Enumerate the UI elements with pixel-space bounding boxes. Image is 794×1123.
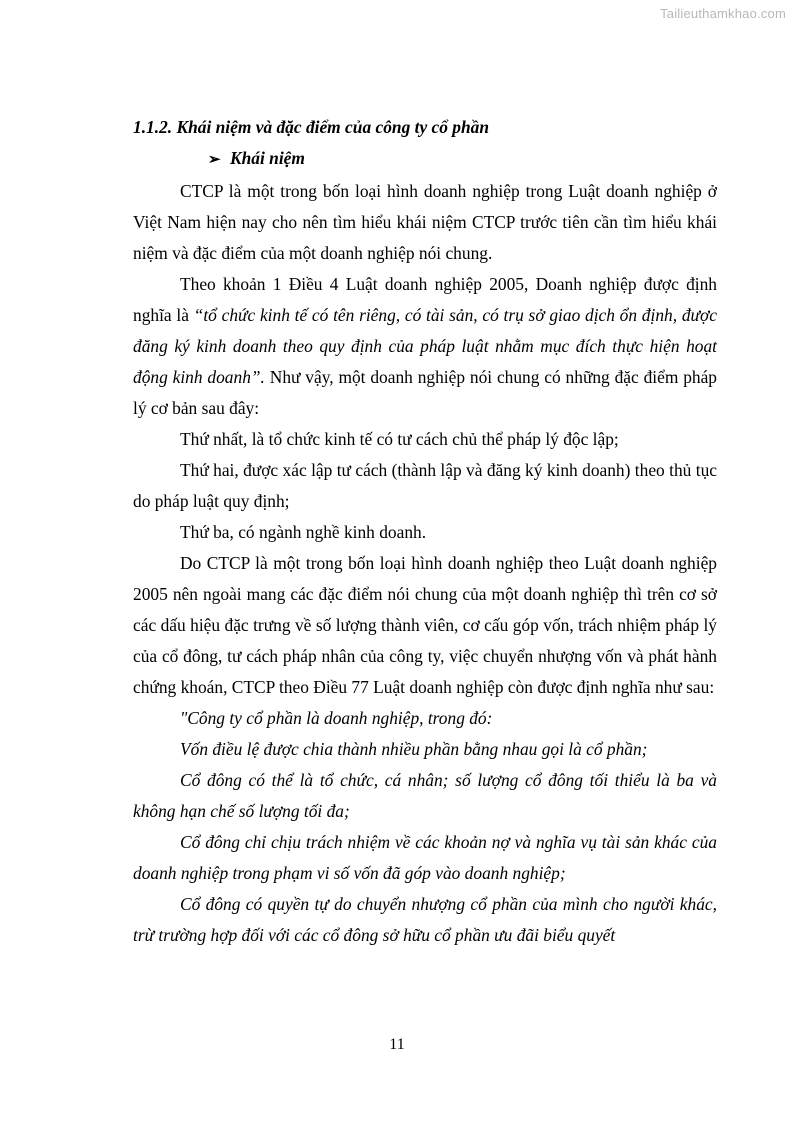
paragraph-2-quote: “tổ chức kinh tế có tên riêng, có tài sản, có trụ sở giao dịch ổn định, được đăng ký kinh doanh theo quy định của pháp luật nhằm mục đích thực hiện hoạt động kinh doanh”. xyxy=(133,305,717,387)
paragraph-5: Thứ ba, có ngành nghề kinh doanh. xyxy=(180,522,427,542)
paragraph-2-lead: Theo khoản 1 Điều 4 Luật doanh nghiệp 2005, Doanh nghiệp được định nghĩa là xyxy=(133,274,717,325)
paragraph-2 xyxy=(133,269,717,424)
paragraph-3: Thứ nhất, là tổ chức kinh tế có tư cách chủ thể pháp lý độc lập; xyxy=(180,429,619,449)
section-title: 1.1.2. Khái niệm và đặc điểm của công ty cổ phần xyxy=(133,117,490,137)
paragraph-4: Thứ hai, được xác lập tư cách (thành lập và đăng ký kinh doanh) theo thủ tục do pháp luật quy định; xyxy=(133,460,717,511)
definition-item-4: Cổ đông có quyền tự do chuyển nhượng cổ phần của mình cho người khác, trừ trường hợp đối với các cổ đông sở hữu cổ phần ưu đãi biểu quyết xyxy=(133,894,717,945)
definition-item-3: Cổ đông chỉ chịu trách nhiệm về các khoản nợ và nghĩa vụ tài sản khác của doanh nghiệp trong phạm vi số vốn đã góp vào doanh nghiệp; xyxy=(133,832,717,883)
paragraph-1: CTCP là một trong bốn loại hình doanh nghiệp trong Luật doanh nghiệp ở Việt Nam hiện nay cho nên tìm hiểu khái niệm CTCP trước tiên cần tìm hiểu khái niệm và đặc điểm của một doanh nghiệp nói chung. xyxy=(133,181,717,263)
page-number: 11 xyxy=(389,1036,405,1053)
paragraph-6: Do CTCP là một trong bốn loại hình doanh nghiệp theo Luật doanh nghiệp 2005 nên ngoài mang các đặc điểm nói chung của một doanh nghiệp thì trên cơ sở các dấu hiệu đặc trưng về số lượng thành viên, cơ cấu góp vốn, trách nhiệm pháp lý của cổ đông, tư cách pháp nhân của công ty, việc chuyển nhượng vốn và phát hành chứng khoán, CTCP theo Điều 77 Luật doanh nghiệp còn được định nghĩa như sau: xyxy=(133,553,717,697)
arrow-bullet-icon: ➢ xyxy=(208,152,221,168)
document-body xyxy=(133,112,717,951)
subsection-label: Khái niệm xyxy=(230,148,305,168)
definition-item-1: Vốn điều lệ được chia thành nhiều phần bằng nhau gọi là cổ phần; xyxy=(180,739,648,759)
definition-item-2: Cổ đông có thể là tổ chức, cá nhân; số lượng cổ đông tối thiểu là ba và không hạn chế số lượng tối đa; xyxy=(133,770,717,821)
paragraph-2-tail: Như vậy, một doanh nghiệp nói chung có những đặc điểm pháp lý cơ bản sau đây: xyxy=(133,367,717,418)
subsection-title xyxy=(133,143,717,176)
watermark: Tailieuthamkhao.com xyxy=(660,6,786,21)
definition-intro: "Công ty cổ phần là doanh nghiệp, trong đó: xyxy=(180,708,493,728)
